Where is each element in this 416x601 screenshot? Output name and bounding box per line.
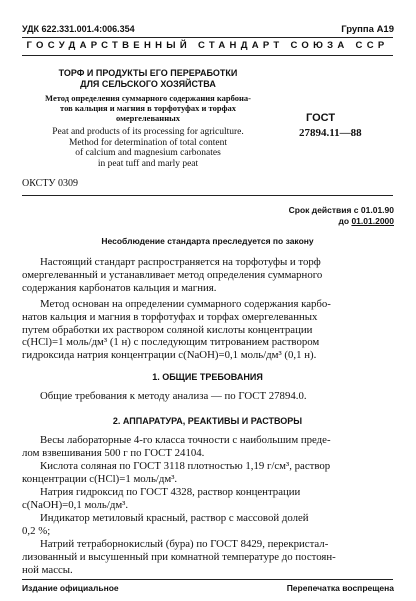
title-ru-line: ТОРФ И ПРОДУКТЫ ЕГО ПЕРЕРАБОТКИ (58, 68, 238, 78)
subtitle-ru-line: Метод определения суммарного содержания карбона- (45, 93, 251, 103)
footer-official: Издание официальное (22, 583, 119, 593)
title-en (22, 127, 274, 169)
text-line: 0,2 %; (22, 524, 51, 537)
text-line: содержания карбонатов кальция и магния. (22, 281, 217, 294)
text-line: Кислота соляная по ГОСТ 3118 плотностью 1,19 г/см³, раствор (40, 460, 331, 472)
validity-to (339, 216, 395, 226)
section-2-paragraph (22, 512, 393, 538)
validity-from-prefix: Срок действия с (288, 205, 361, 215)
title-ru-line: ДЛЯ СЕЛЬСКОГО ХОЗЯЙСТВА (80, 79, 216, 89)
footer-rule (22, 579, 393, 580)
text-line: натов кальция и магния в торфотуфах и торфах омергелеванных (22, 310, 318, 323)
header-rule-bottom (22, 55, 393, 56)
text-line: путем обработки их раствором соляной кислоты концентрации (22, 323, 313, 336)
text-line: Весы лабораторные 4-го класса точности с наибольшим преде- (40, 434, 331, 446)
section-1-heading: 1. ОБЩИЕ ТРЕБОВАНИЯ (152, 372, 263, 382)
group-code: Группа А19 (341, 24, 394, 35)
text-line: гидроксида натрия концентрации c(NaOH)=0,1 моль/дм³ (0,1 н). (22, 349, 317, 362)
text-line: c(NaOH)=0,1 моль/дм³. (22, 498, 129, 511)
text-line: Натрий тетраборнокислый (бура) по ГОСТ 8429, перекристал- (40, 538, 329, 550)
subtitle-ru (22, 93, 274, 123)
validity-from (289, 205, 394, 215)
section-1-text: Общие требования к методу анализа — по ГОСТ 27894.0. (40, 390, 307, 402)
text-line: лизованный и высушенный при комнатной температуре до постоян- (22, 550, 336, 563)
header-rule-top (22, 37, 393, 38)
title-en-line: of calcium and magnesium carbonates (75, 148, 221, 158)
standard-title: ГОСУДАРСТВЕННЫЙ СТАНДАРТ СОЮЗА ССР (26, 40, 389, 51)
section-2-heading: 2. АППАРАТУРА, РЕАКТИВЫ И РАСТВОРЫ (112, 416, 303, 426)
text-line: c(HCl)=1 моль/дм³ (1 н) с последующим титрованием раствором (22, 336, 320, 349)
okstu-rule (22, 195, 393, 196)
validity-to-date: 01.01.2000 (351, 216, 394, 226)
text-line: ной массы. (22, 563, 73, 576)
intro-paragraph-2 (22, 298, 393, 362)
udk-code: УДК 622.331.001.4:006.354 (22, 24, 135, 34)
section-2-paragraph (22, 486, 393, 512)
title-en-line: Method for determination of total content (68, 137, 228, 148)
subtitle-ru-line: омергелеванных (116, 113, 180, 123)
validity-from-date: 01.01.90 (360, 205, 394, 215)
gost-number: 27894.11—88 (299, 127, 362, 139)
title-en-line: in peat tuff and marly peat (97, 158, 199, 169)
legal-notice: Несоблюдение стандарта преследуется по закону (101, 236, 314, 246)
text-line: Натрия гидроксид по ГОСТ 4328, раствор концентрации (40, 486, 301, 498)
section-2-paragraph (22, 434, 393, 460)
text-line: Индикатор метиловый красный, раствор с массовой долей (40, 512, 309, 524)
text-line: лом взвешивания 500 г по ГОСТ 24104. (22, 446, 205, 459)
text-line: Настоящий стандарт распространяется на торфотуфы и торф (40, 256, 321, 268)
gost-label: ГОСТ (306, 112, 336, 124)
text-line: Метод основан на определении суммарного содержания карбо- (40, 298, 331, 310)
text-line: концентрации c(HCl)=1 моль/дм³. (22, 472, 178, 485)
okstu-code: ОКСТУ 0309 (22, 178, 79, 189)
title-en-line: Peat and products of its processing for agriculture. (52, 127, 244, 137)
section-2-paragraph (22, 538, 393, 576)
intro-paragraph-1 (22, 256, 393, 294)
text-line: омергелеванный и устанавливает метод определения суммарного (22, 268, 323, 281)
section-2-paragraph (22, 460, 393, 486)
footer-reprint: Перепечатка воспрещена (286, 583, 394, 593)
validity-to-prefix: до (338, 216, 352, 226)
subtitle-ru-line: тов кальция и магния в торфотуфах и торфах (60, 103, 236, 113)
title-ru (22, 68, 274, 90)
